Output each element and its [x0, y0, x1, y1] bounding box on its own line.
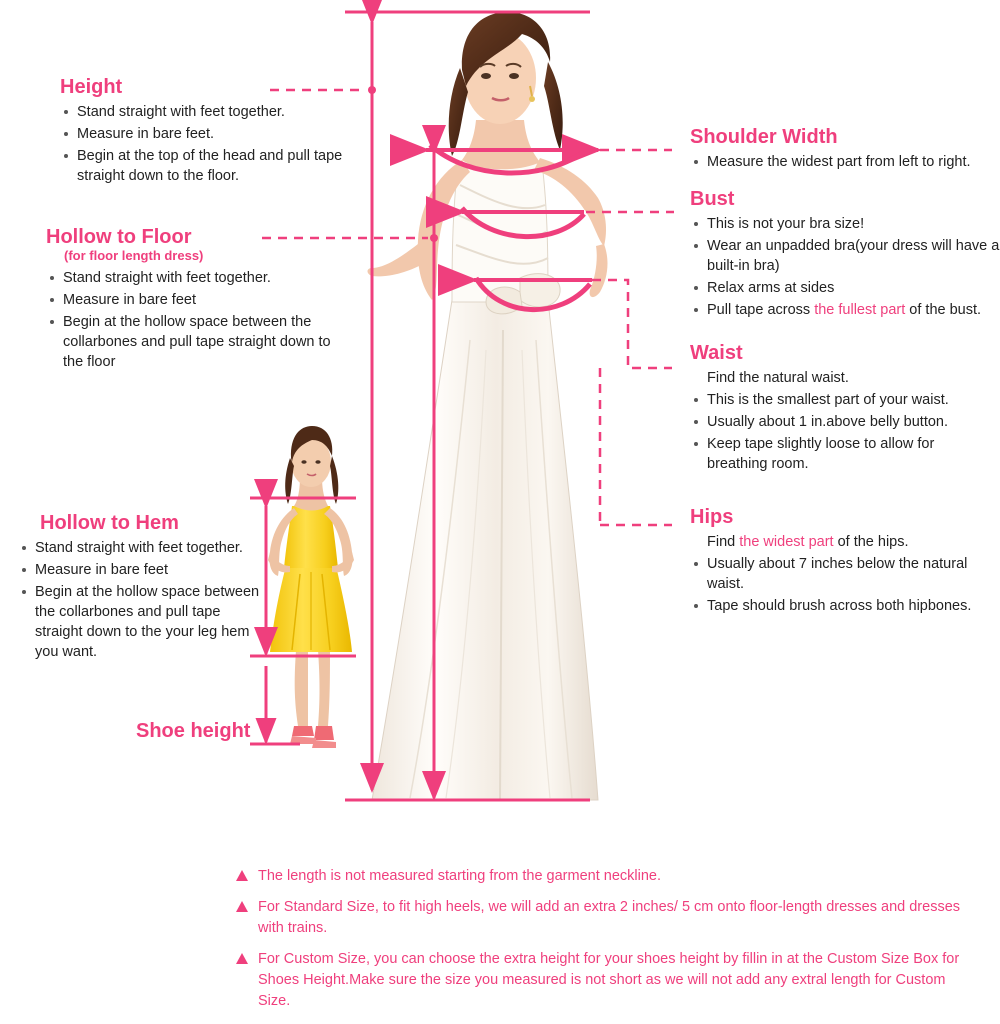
triangle-bullet-icon: [236, 953, 248, 964]
section-height-list: [60, 102, 350, 186]
list-item: Begin at the hollow space between the collarbones and pull tape straight down to the your leg hem you want.: [18, 582, 268, 662]
list-item: Stand straight with feet together.: [60, 102, 350, 122]
section-hips-title: Hips: [690, 506, 734, 528]
footer-note: [236, 897, 976, 939]
list-item: This is not your bra size!: [690, 214, 1000, 234]
section-shoulder-width-list: [690, 152, 996, 172]
section-bust: [690, 188, 1000, 322]
section-hollow-to-hem-list: [18, 538, 268, 662]
footer-notes: [236, 866, 976, 1022]
bust-note-highlight: the fullest part: [814, 302, 906, 318]
bust-note-pre: Pull tape across: [707, 302, 815, 318]
section-hollow-to-hem-title: Hollow to Hem: [40, 512, 179, 534]
footer-note-text: The length is not measured starting from the garment neckline.: [258, 868, 661, 884]
list-item: Measure in bare feet: [46, 290, 346, 310]
list-item: [690, 532, 990, 552]
list-item: Stand straight with feet together.: [18, 538, 268, 558]
list-item: Find the natural waist.: [707, 370, 849, 386]
section-hollow-to-floor-title: Hollow to Floor: [46, 226, 192, 248]
section-waist-title: Waist: [690, 342, 743, 364]
bride-figure: [368, 12, 608, 800]
list-item: Measure in bare feet: [18, 560, 268, 580]
footer-note-text: For Standard Size, to fit high heels, we will add an extra 2 inches/ 5 cm onto floor-length dresses and dresses with trains.: [258, 899, 961, 936]
hips-note-highlight: the widest part: [739, 534, 834, 550]
hips-note-post: of the hips.: [833, 534, 909, 550]
triangle-bullet-icon: [236, 901, 248, 912]
list-item: [690, 300, 1000, 320]
section-waist: [690, 342, 990, 476]
section-hollow-to-floor-subtitle: (for floor length dress): [64, 248, 204, 263]
section-shoulder-width: [690, 126, 996, 174]
section-waist-list: [690, 368, 990, 474]
section-bust-title: Bust: [690, 188, 735, 210]
section-height: [60, 76, 350, 188]
section-shoulder-width-title: Shoulder Width: [690, 126, 838, 148]
list-item: This is the smallest part of your waist.: [690, 390, 990, 410]
list-item: Relax arms at sides: [690, 278, 1000, 298]
section-height-title: Height: [60, 76, 123, 98]
short-dress-figure: [268, 426, 354, 748]
hips-note-pre: Find: [707, 534, 740, 550]
list-item: Begin at the top of the head and pull tape straight down to the floor.: [60, 146, 350, 186]
list-item: Stand straight with feet together.: [46, 268, 346, 288]
section-shoe-height: [136, 720, 250, 742]
list-item: Wear an unpadded bra(your dress will have a built-in bra): [690, 236, 1000, 276]
bust-note-post: of the bust.: [905, 302, 982, 318]
list-item: Keep tape slightly loose to allow for breathing room.: [690, 434, 990, 474]
footer-note: [236, 949, 976, 1012]
section-shoe-height-title: Shoe height: [136, 720, 251, 742]
list-item: Usually about 1 in.above belly button.: [690, 412, 990, 432]
footer-note-text: For Custom Size, you can choose the extra height for your shoes height by fillin in at the Custom Size Box for Shoes Height.Make sure the size you measured is not short as we will not add any extral length for Custom Size.: [258, 951, 960, 1009]
section-bust-list: [690, 214, 1000, 320]
section-hollow-to-floor: [46, 226, 346, 374]
list-item: Usually about 7 inches below the natural waist.: [690, 554, 990, 594]
triangle-bullet-icon: [236, 870, 248, 881]
list-item: Measure in bare feet.: [60, 124, 350, 144]
list-item: Begin at the hollow space between the collarbones and pull tape straight down to the floor: [46, 312, 346, 372]
list-item: Measure the widest part from left to right.: [690, 152, 996, 172]
section-hollow-to-floor-list: [46, 268, 346, 372]
section-hollow-to-hem: [18, 512, 268, 664]
section-hips-list: [690, 532, 990, 616]
section-hips: [690, 506, 990, 618]
footer-note: [236, 866, 976, 887]
list-item: Tape should brush across both hipbones.: [690, 596, 990, 616]
